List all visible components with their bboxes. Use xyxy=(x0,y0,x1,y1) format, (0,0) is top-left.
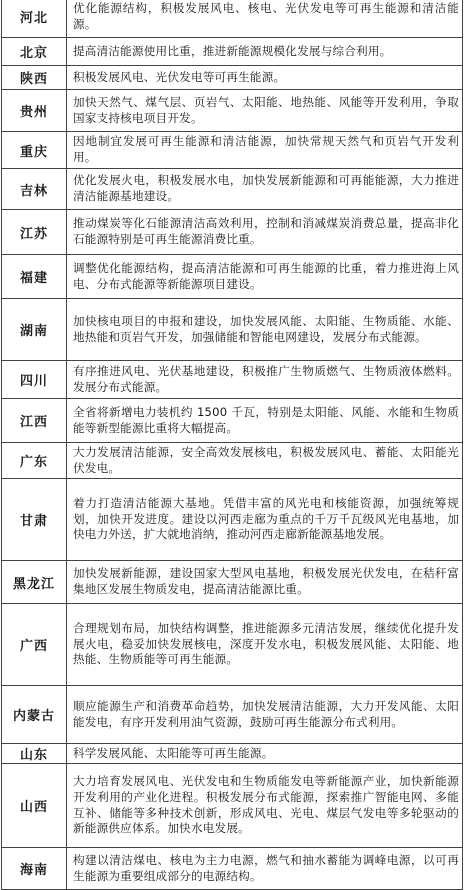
table-row xyxy=(2,686,463,744)
province-name: 湖南 xyxy=(2,299,67,361)
table-row xyxy=(2,764,463,848)
province-name: 广东 xyxy=(2,443,67,479)
table-row xyxy=(2,38,463,66)
table-row xyxy=(2,299,463,361)
province-name: 贵州 xyxy=(2,90,67,132)
policy-description: 着力打造清洁能源大基地。凭借丰富的风光电和核能资源，加强统筹规划，加快开发进度。建设以河西走廊为重点的千万千瓦级风光电基地，加快电力外送，扩大就地消纳，推动河西走廊新能源基地发展。 xyxy=(67,479,463,561)
province-name: 广西 xyxy=(2,604,67,686)
table-row xyxy=(2,361,463,399)
policy-description: 有序推进风电、光伏基地建设，积极推广生物质燃气、生物质液体燃料。发展分布式能源。 xyxy=(67,361,463,399)
policy-description: 积极发展风电、光伏发电等可再生能源。 xyxy=(67,66,463,90)
province-name: 陕西 xyxy=(2,66,67,90)
province-name: 江西 xyxy=(2,399,67,443)
province-name: 重庆 xyxy=(2,132,67,169)
policy-description: 加快核电项目的申报和建设，加快发展风能、太阳能、生物质能、水能、地热能和页岩气开发，加强储能和智能电网建设，发展分布式能源。 xyxy=(67,299,463,361)
provincial-energy-policy-table xyxy=(1,0,463,890)
province-name: 四川 xyxy=(2,361,67,399)
policy-description: 大力培育发展风电、光伏发电和生物质能发电等新能源产业，加快新能源开发利用的产业化进程。积极发展分布式能源，探索推广智能电网、多能互补、储能等多种技术创新，形成风电、光电、煤层气发电等多轮驱动的新能源供应体系。加快水电发展。 xyxy=(67,764,463,848)
policy-description: 调整优化能源结构，提高清洁能源和可再生能源的比重，着力推进海上风电、分布式能源等新能源项目建设。 xyxy=(67,255,463,299)
table-row xyxy=(2,443,463,479)
policy-description: 顺应能源生产和消费革命趋势，加快发展清洁能源，大力开发风能、太阳能发电，有序开发利用油气资源，鼓励可再生能源分布式利用。 xyxy=(67,686,463,744)
table-body xyxy=(2,0,463,890)
policy-description: 构建以清洁煤电、核电为主力电源，燃气和抽水蓄能为调峰电源，以可再生能源为重要组成部分的电源结构。 xyxy=(67,848,463,890)
province-name: 海南 xyxy=(2,848,67,890)
table-row xyxy=(2,132,463,169)
table-row xyxy=(2,561,463,604)
province-name: 北京 xyxy=(2,38,67,66)
table-row xyxy=(2,255,463,299)
policy-description: 全省将新增电力装机约 1500 千瓦，特别是太阳能、风能、水能和生物质能等新型能源比重将大幅提高。 xyxy=(67,399,463,443)
policy-description: 科学发展风能、太阳能等可再生能源。 xyxy=(67,744,463,764)
table-row xyxy=(2,90,463,132)
province-name: 吉林 xyxy=(2,169,67,210)
table-row xyxy=(2,210,463,255)
policy-description: 合理规划布局，加快结构调整，推进能源多元清洁发展，继续优化提升发展火电，稳妥加快发展核电，深度开发水电，积极发展风能、太阳能、地热能、生物质能等可再生能源。 xyxy=(67,604,463,686)
policy-description: 加快天然气、煤气层、页岩气、太阳能、地热能、风能等开发利用，争取国家支持核电项目开发。 xyxy=(67,90,463,132)
province-name: 甘肃 xyxy=(2,479,67,561)
policy-description: 提高清洁能源使用比重，推进新能源规模化发展与综合利用。 xyxy=(67,38,463,66)
province-name: 山西 xyxy=(2,764,67,848)
province-name: 江苏 xyxy=(2,210,67,255)
province-name: 黑龙江 xyxy=(2,561,67,604)
policy-description: 优化发展火电，积极发展水电，加快发展新能源和可再能能源，大力推进清洁能源基地建设。 xyxy=(67,169,463,210)
province-name: 内蒙古 xyxy=(2,686,67,744)
table-row xyxy=(2,744,463,764)
province-name: 山东 xyxy=(2,744,67,764)
policy-description: 优化能源结构，积极发展风电、核电、光伏发电等可再生能源和清洁能源。 xyxy=(67,0,463,38)
policy-description: 因地制宜发展可再生能源和清洁能源，加快常规天然气和页岩气开发利用。 xyxy=(67,132,463,169)
table-row xyxy=(2,0,463,38)
policy-description: 推动煤炭等化石能源清洁高效利用，控制和消减煤炭消费总量，提高非化石能源特别是可再生能源消费比重。 xyxy=(67,210,463,255)
policy-description: 大力发展清洁能源，安全高效发展核电，积极发展风电、蓄能、太阳能光伏发电。 xyxy=(67,443,463,479)
table-row xyxy=(2,479,463,561)
province-name: 河北 xyxy=(2,0,67,38)
province-name: 福建 xyxy=(2,255,67,299)
table-row xyxy=(2,604,463,686)
table-row xyxy=(2,399,463,443)
policy-description: 加快发展新能源，建设国家大型风电基地，积极发展光伏发电，在秸秆富集地区发展生物质发电，提高清洁能源比重。 xyxy=(67,561,463,604)
table-row xyxy=(2,66,463,90)
table-row xyxy=(2,169,463,210)
